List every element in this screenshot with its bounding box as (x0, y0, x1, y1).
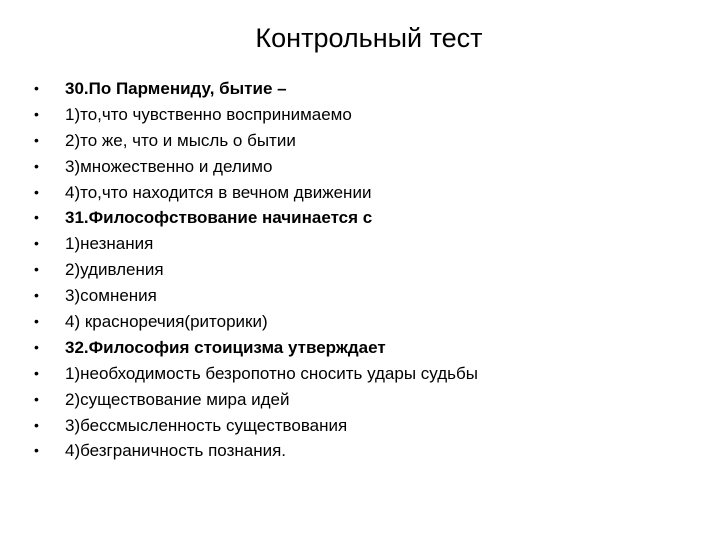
bullet-icon: • (34, 131, 39, 148)
bullet-icon: • (34, 287, 39, 304)
list-item-text: 4)то,что находится в вечном движении (65, 182, 372, 202)
list-item-text: 32.Философия стоицизма утверждает (65, 337, 386, 357)
list-item-text: 31.Философствование начинается с (65, 208, 373, 228)
bullet-icon: • (34, 261, 39, 278)
bullet-icon: • (34, 338, 39, 355)
list-item-text: 1)необходимость безропотно сносить удары судьбы (65, 363, 478, 383)
slide-title: Контрольный тест (255, 23, 483, 53)
list-item-text: 4) красноречия(риторики) (65, 312, 268, 332)
list-item-text: 2)то же, что и мысль о бытии (65, 130, 296, 150)
list-item-text: 1)незнания (65, 234, 154, 254)
list-item-text: 1)то,что чувственно воспринимаемо (65, 104, 352, 124)
list-item-text: 2)существование мира идей (65, 389, 290, 409)
list-item-text: 3)множественно и делимо (65, 156, 273, 176)
list-item-text: 2)удивления (65, 260, 164, 280)
bullet-icon: • (34, 80, 39, 96)
bullet-icon: • (34, 364, 39, 381)
bullet-icon: • (34, 105, 39, 122)
list-item-text: 3)бессмысленность существования (65, 415, 348, 435)
bullet-icon: • (34, 416, 39, 433)
list-item-text: 3)сомнения (65, 286, 157, 306)
bullet-icon: • (34, 235, 39, 252)
list-item-text: 4)безграничность познания. (65, 441, 287, 461)
bullet-icon: • (34, 183, 39, 200)
bullet-icon: • (34, 313, 39, 330)
bullet-icon: • (34, 209, 39, 226)
bullet-icon: • (34, 157, 39, 174)
bullet-icon: • (34, 442, 39, 459)
list-item-text: 30.По Пармениду, бытие – (65, 79, 287, 98)
bullet-icon: • (34, 390, 39, 407)
